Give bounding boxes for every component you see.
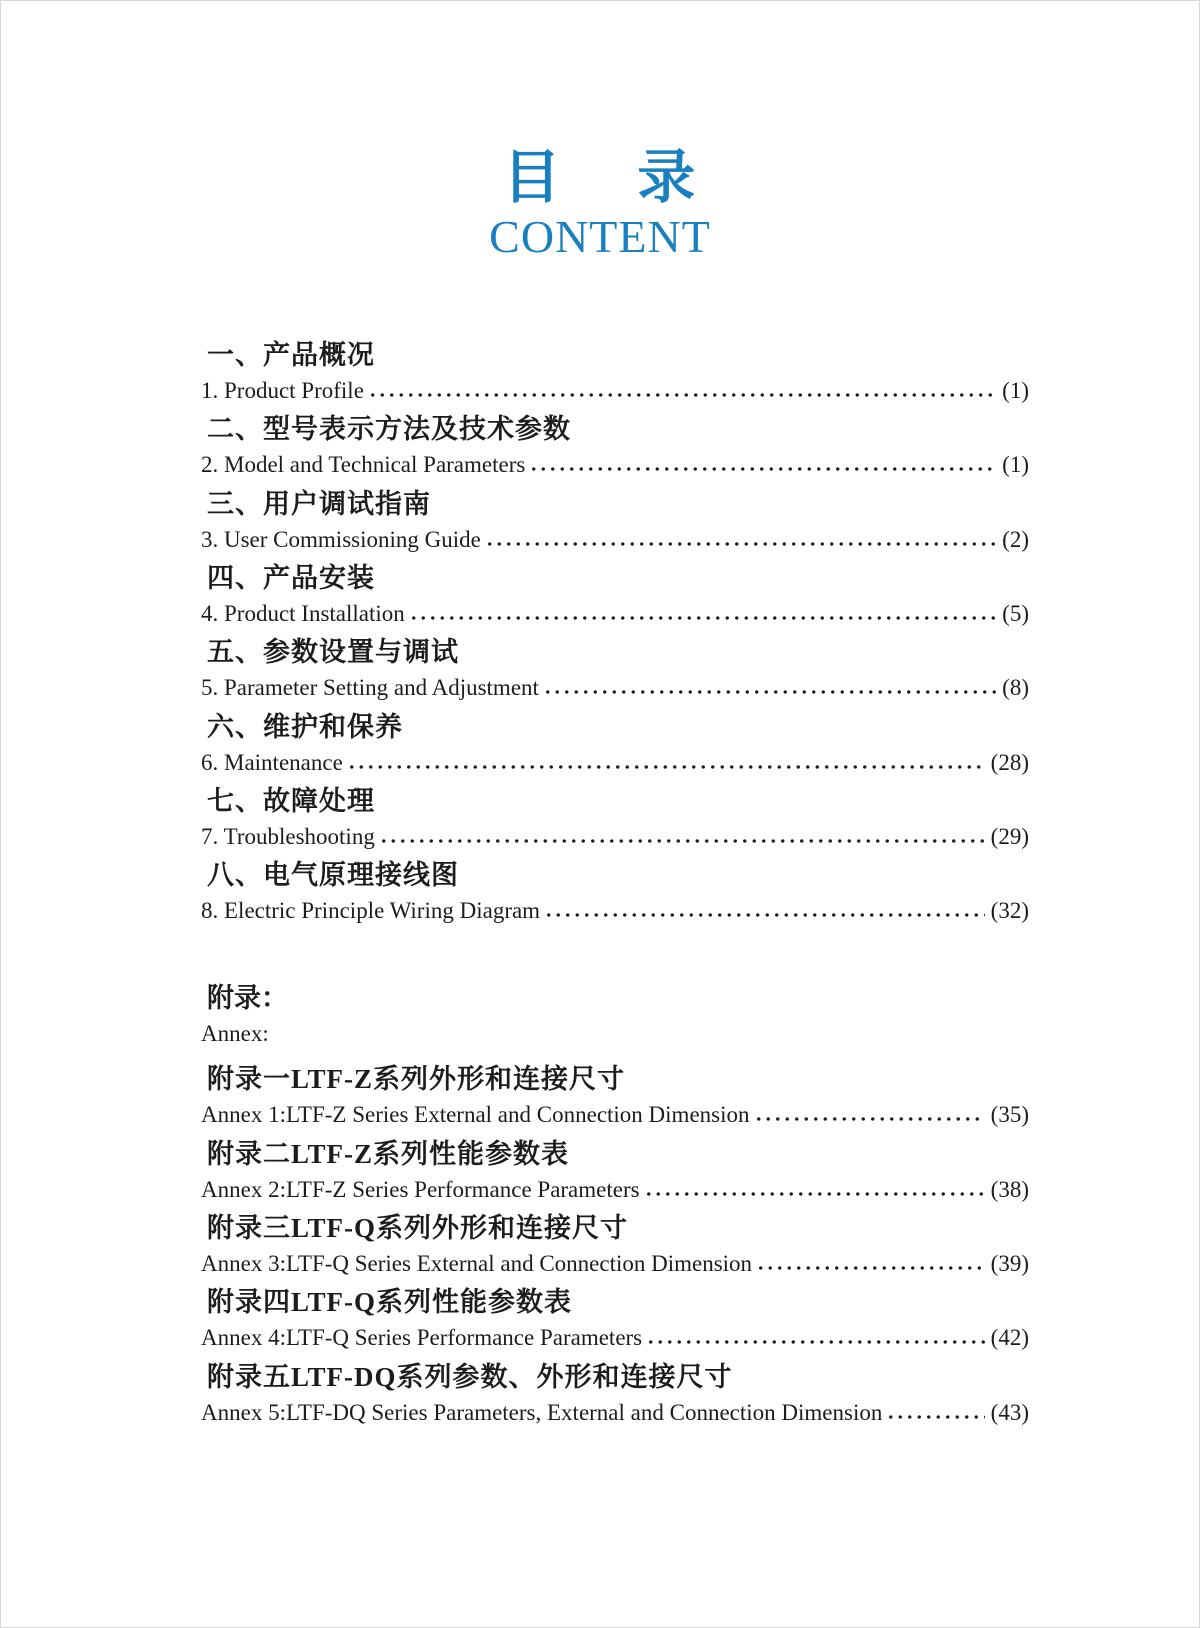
entry-label: 6. Maintenance	[201, 749, 343, 775]
page-number: (42)	[990, 1325, 1029, 1351]
section-heading-zh: 六、维护和保养	[207, 711, 403, 742]
page-number: (1)	[1002, 378, 1029, 404]
entry-label: 2. Model and Technical Parameters	[201, 452, 526, 478]
annex-heading-zh: 附录二LTF-Z系列性能参数表	[207, 1138, 570, 1169]
toc-entry	[201, 1174, 1029, 1206]
toc-title-english: CONTENT	[489, 211, 711, 262]
toc-section	[201, 633, 1029, 704]
toc-entry	[201, 821, 1029, 853]
toc-entry	[201, 1322, 1029, 1354]
dot-leader	[485, 541, 996, 547]
entry-label: 4. Product Installation	[201, 601, 405, 627]
page-number: (8)	[1002, 675, 1029, 701]
dot-leader	[368, 392, 996, 398]
annex-heading-zh: 附录一LTF-Z系列外形和连接尺寸	[207, 1064, 626, 1095]
annex-item	[201, 1358, 1029, 1429]
page-number: (5)	[1002, 601, 1029, 627]
dot-leader	[543, 689, 996, 695]
toc-section	[201, 336, 1029, 407]
section-heading-zh: 八、电气原理接线图	[207, 860, 459, 891]
annex-item	[201, 1060, 1029, 1131]
dot-leader	[347, 764, 985, 770]
page-number: (29)	[990, 824, 1029, 849]
toc-entry	[201, 672, 1029, 704]
section-heading-zh: 七、故障处理	[207, 785, 375, 816]
entry-label: Annex 5:LTF-DQ Series Parameters, External and Connection Dimension	[201, 1399, 883, 1425]
annex-block	[201, 978, 1029, 1429]
toc-entry	[201, 1099, 1029, 1131]
dot-leader	[379, 838, 985, 844]
toc-entry	[201, 524, 1029, 556]
section-heading-zh: 四、产品安装	[207, 562, 375, 593]
annex-label-zh: 附录：	[207, 982, 288, 1013]
annex-label-en: Annex:	[201, 1021, 269, 1047]
dot-leader	[409, 615, 996, 621]
dot-leader	[644, 1191, 985, 1197]
toc-section	[201, 856, 1029, 927]
section-heading-zh: 二、型号表示方法及技术参数	[207, 414, 571, 445]
dot-leader	[544, 912, 985, 918]
entry-label: Annex 2:LTF-Z Series Performance Parameters	[201, 1176, 640, 1202]
page-number: (39)	[990, 1251, 1029, 1276]
toc-entry	[201, 895, 1029, 927]
entry-label: Annex 4:LTF-Q Series Performance Parameters	[201, 1325, 643, 1351]
page-number: (35)	[990, 1102, 1029, 1128]
entry-label: 8. Electric Principle Wiring Diagram	[201, 898, 541, 924]
dot-leader	[754, 1116, 985, 1122]
entry-label: 3. User Commissioning Guide	[201, 526, 481, 552]
section-heading-zh: 五、参数设置与调试	[207, 637, 459, 668]
toc-title-chinese: 目 录	[502, 145, 698, 210]
section-heading-zh: 三、用户调试指南	[207, 488, 431, 519]
toc-section	[201, 410, 1029, 481]
entry-label: 7. Troubleshooting	[201, 824, 375, 849]
section-heading-zh: 一、产品概况	[207, 339, 375, 370]
toc-section	[201, 559, 1029, 630]
dot-leader	[646, 1339, 985, 1345]
annex-heading-zh: 附录五LTF-DQ系列参数、外形和连接尺寸	[207, 1361, 733, 1392]
entry-label: Annex 3:LTF-Q Series External and Connection Dimension	[201, 1251, 753, 1276]
annex-item	[201, 1283, 1029, 1354]
page-number: (38)	[990, 1176, 1029, 1202]
toc-section	[201, 708, 1029, 779]
dot-leader	[529, 466, 996, 472]
page-number: (2)	[1002, 526, 1029, 552]
dot-leader	[886, 1414, 984, 1420]
toc-section	[201, 485, 1029, 556]
toc-entry	[201, 747, 1029, 779]
entry-label: Annex 1:LTF-Z Series External and Connection Dimension	[201, 1102, 750, 1128]
page-number: (32)	[990, 898, 1029, 924]
page-number: (43)	[990, 1399, 1029, 1425]
page-number: (28)	[990, 749, 1029, 775]
entry-label: 1. Product Profile	[201, 378, 364, 404]
toc-entry	[201, 598, 1029, 630]
annex-heading-zh: 附录三LTF-Q系列外形和连接尺寸	[207, 1212, 629, 1243]
toc-entry	[201, 1248, 1029, 1280]
toc-entry	[201, 1397, 1029, 1429]
annex-item	[201, 1209, 1029, 1280]
annex-item	[201, 1135, 1029, 1206]
page-number: (1)	[1002, 452, 1029, 478]
annex-heading-zh: 附录四LTF-Q系列性能参数表	[207, 1287, 573, 1318]
toc-entry	[201, 449, 1029, 481]
table-of-contents	[201, 336, 1029, 1429]
toc-section	[201, 782, 1029, 853]
page-title-block	[1, 1, 1199, 264]
entry-label: 5. Parameter Setting and Adjustment	[201, 675, 539, 701]
toc-entry	[201, 375, 1029, 407]
dot-leader	[756, 1265, 985, 1271]
